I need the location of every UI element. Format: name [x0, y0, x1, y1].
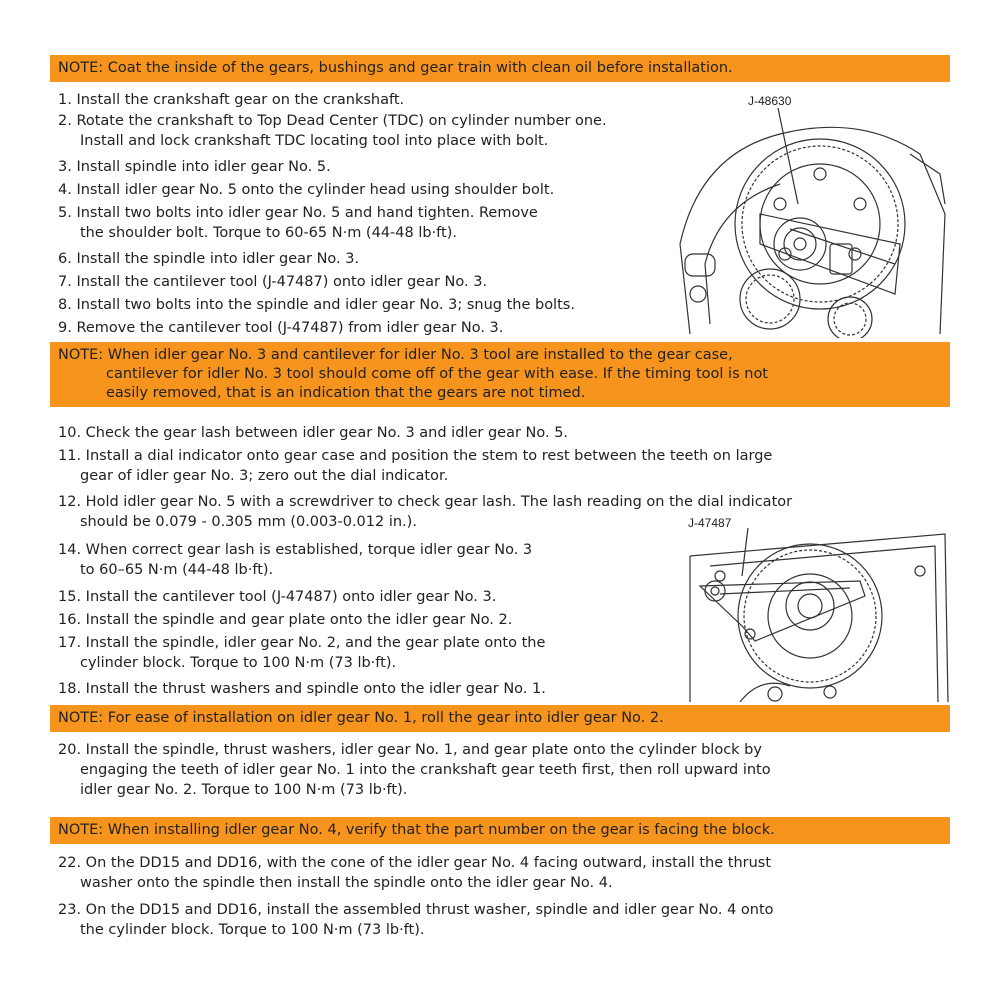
step-16	[58, 610, 512, 630]
step-10	[58, 423, 568, 443]
step-text: 12. Hold idler gear No. 5 with a screwdriver to check gear lash. The lash reading on the dial indicator	[58, 494, 793, 510]
figure-gear-tool-j48630	[670, 94, 950, 338]
step-text: 1. Install the crankshaft gear on the crankshaft.	[58, 92, 405, 108]
step-11	[58, 446, 772, 486]
step-text-cont: washer onto the spindle then install the spindle onto the idler gear No. 4.	[80, 875, 613, 891]
step-text-cont: gear of idler gear No. 3; zero out the dial indicator.	[80, 468, 449, 484]
step-text: 7. Install the cantilever tool (J-47487) onto idler gear No. 3.	[58, 274, 488, 290]
step-text-cont: the shoulder bolt. Torque to 60-65 N·m (44-48 lb·ft).	[80, 225, 457, 241]
step-text-cont: idler gear No. 2. Torque to 100 N·m (73 lb·ft).	[80, 782, 408, 798]
step-text: 9. Remove the cantilever tool (J-47487) from idler gear No. 3.	[58, 320, 504, 336]
step-text-cont: the cylinder block. Torque to 100 N·m (73 lb·ft).	[80, 922, 425, 938]
figure-label: J-48630	[748, 94, 792, 108]
step-text: 22. On the DD15 and DD16, with the cone of the idler gear No. 4 facing outward, install the thrust	[58, 855, 772, 871]
step-text-cont: Install and lock crankshaft TDC locating tool into place with bolt.	[80, 133, 549, 149]
step-text: 2. Rotate the crankshaft to Top Dead Center (TDC) on cylinder number one.	[58, 113, 607, 129]
step-5	[58, 203, 538, 243]
note-banner-oil	[50, 55, 950, 82]
note-text: NOTE: For ease of installation on idler gear No. 1, roll the gear into idler gear No. 2.	[58, 710, 664, 726]
step-text: 4. Install idler gear No. 5 onto the cylinder head using shoulder bolt.	[58, 182, 555, 198]
step-text: 16. Install the spindle and gear plate onto the idler gear No. 2.	[58, 612, 513, 628]
note-banner-cantilever	[50, 342, 950, 407]
step-1	[58, 90, 404, 110]
step-text: 20. Install the spindle, thrust washers, idler gear No. 1, and gear plate onto the cylinder block by	[58, 742, 762, 758]
note-banner-idler-1	[50, 705, 950, 732]
figure-label: J-47487	[688, 516, 732, 530]
step-text: 15. Install the cantilever tool (J-47487) onto idler gear No. 3.	[58, 589, 497, 605]
step-18	[58, 679, 546, 699]
step-text-cont: to 60–65 N·m (44-48 lb·ft).	[80, 562, 274, 578]
note-text: NOTE: When installing idler gear No. 4, verify that the part number on the gear is facing the block.	[58, 822, 775, 838]
step-4	[58, 180, 554, 200]
step-text: 6. Install the spindle into idler gear No. 3.	[58, 251, 360, 267]
step-7	[58, 272, 487, 292]
step-9	[58, 318, 503, 338]
note-banner-idler-4	[50, 817, 950, 844]
step-text: 10. Check the gear lash between idler gear No. 3 and idler gear No. 5.	[58, 425, 569, 441]
step-15	[58, 587, 496, 607]
step-text: 11. Install a dial indicator onto gear case and position the stem to rest between the teeth on large	[58, 448, 773, 464]
note-text-cont: easily removed, that is an indication that the gears are not timed.	[106, 385, 586, 401]
note-text-cont: cantilever for idler No. 3 tool should come off of the gear with ease. If the timing tool is not	[106, 366, 768, 382]
gear-illustration-2	[680, 516, 950, 702]
gear-illustration-1	[670, 94, 950, 338]
step-2	[58, 111, 607, 151]
step-17	[58, 633, 545, 673]
step-6	[58, 249, 359, 269]
figure-cantilever-tool-j47487	[680, 516, 950, 702]
step-22	[58, 853, 771, 893]
step-3	[58, 157, 331, 177]
step-text: 18. Install the thrust washers and spindle onto the idler gear No. 1.	[58, 681, 546, 697]
step-14	[58, 540, 532, 580]
step-text: 8. Install two bolts into the spindle and idler gear No. 3; snug the bolts.	[58, 297, 575, 313]
step-text: 17. Install the spindle, idler gear No. 2, and the gear plate onto the	[58, 635, 546, 651]
note-text: NOTE: Coat the inside of the gears, bushings and gear train with clean oil before installation.	[58, 60, 733, 76]
step-text-cont: should be 0.079 - 0.305 mm (0.003-0.012 in.).	[80, 514, 417, 530]
note-text: NOTE: When idler gear No. 3 and cantilever for idler No. 3 tool are installed to the gear case,	[58, 347, 733, 363]
step-text: 3. Install spindle into idler gear No. 5.	[58, 159, 331, 175]
step-text-cont: cylinder block. Torque to 100 N·m (73 lb·ft).	[80, 655, 397, 671]
step-8	[58, 295, 575, 315]
step-text-cont: engaging the teeth of idler gear No. 1 into the crankshaft gear teeth first, then roll upward into	[80, 762, 771, 778]
step-text: 14. When correct gear lash is established, torque idler gear No. 3	[58, 542, 533, 558]
step-23	[58, 900, 774, 940]
step-20	[58, 740, 771, 800]
step-text: 5. Install two bolts into idler gear No. 5 and hand tighten. Remove	[58, 205, 538, 221]
step-text: 23. On the DD15 and DD16, install the assembled thrust washer, spindle and idler gear No. 4 onto	[58, 902, 774, 918]
